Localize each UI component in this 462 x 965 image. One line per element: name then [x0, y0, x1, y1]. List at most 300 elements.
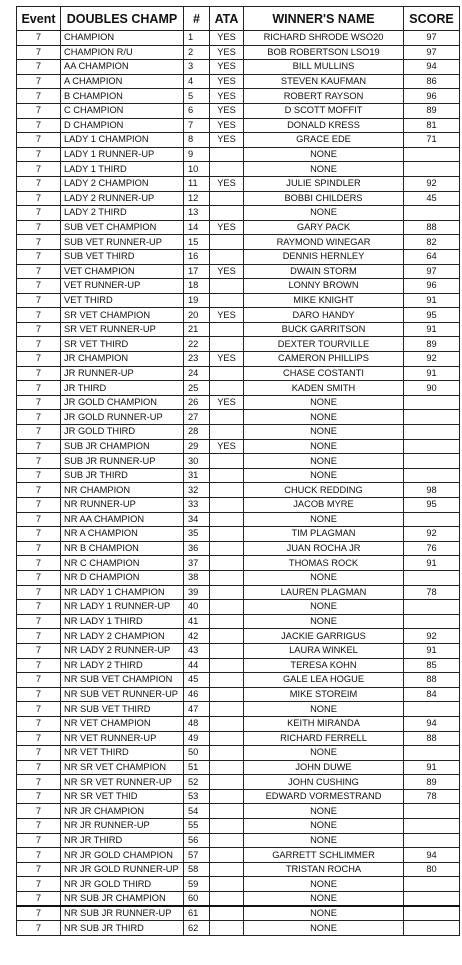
score-cell: 88 — [404, 673, 460, 688]
doubles-champ-cell: NR SR VET CHAMPION — [61, 760, 184, 775]
number-cell: 38 — [184, 570, 210, 585]
table-row — [17, 162, 460, 177]
number-cell: 25 — [184, 381, 210, 396]
ata-cell — [210, 614, 244, 629]
number-cell: 43 — [184, 643, 210, 658]
score-cell: 95 — [404, 498, 460, 513]
table-row — [17, 643, 460, 658]
ata-cell — [210, 454, 244, 469]
doubles-champ-cell: NR JR GOLD THIRD — [61, 877, 184, 892]
number-cell: 18 — [184, 279, 210, 294]
number-cell: 58 — [184, 862, 210, 877]
ata-cell — [210, 249, 244, 264]
score-cell: 92 — [404, 629, 460, 644]
table-row — [17, 147, 460, 162]
table-row — [17, 74, 460, 89]
doubles-champ-cell: NR LADY 2 CHAMPION — [61, 629, 184, 644]
number-cell: 8 — [184, 133, 210, 148]
number-cell: 29 — [184, 439, 210, 454]
event-cell: 7 — [17, 60, 61, 75]
number-cell: 37 — [184, 556, 210, 571]
event-cell: 7 — [17, 789, 61, 804]
ata-cell — [210, 279, 244, 294]
event-cell: 7 — [17, 570, 61, 585]
score-cell — [404, 600, 460, 615]
winner-name-cell: NONE — [244, 614, 404, 629]
winner-name-cell: NONE — [244, 570, 404, 585]
winner-name-cell: BOB ROBERTSON LSO19 — [244, 45, 404, 60]
ata-cell — [210, 600, 244, 615]
event-cell: 7 — [17, 249, 61, 264]
winner-name-cell: JACOB MYRE — [244, 498, 404, 513]
event-cell: 7 — [17, 162, 61, 177]
table-row — [17, 89, 460, 104]
event-cell: 7 — [17, 716, 61, 731]
winner-name-cell: ROBERT RAYSON — [244, 89, 404, 104]
table-row — [17, 206, 460, 221]
doubles-champ-cell: VET RUNNER-UP — [61, 279, 184, 294]
score-cell — [404, 570, 460, 585]
score-cell: 91 — [404, 293, 460, 308]
doubles-champ-cell: NR RUNNER-UP — [61, 498, 184, 513]
table-row — [17, 512, 460, 527]
ata-cell — [210, 760, 244, 775]
number-cell: 57 — [184, 848, 210, 863]
winner-name-cell: TIM PLAGMAN — [244, 527, 404, 542]
event-cell: 7 — [17, 614, 61, 629]
table-row — [17, 235, 460, 250]
score-cell: 76 — [404, 541, 460, 556]
number-cell: 22 — [184, 337, 210, 352]
event-cell: 7 — [17, 176, 61, 191]
score-cell: 91 — [404, 556, 460, 571]
number-cell: 11 — [184, 176, 210, 191]
header-row — [17, 7, 460, 31]
event-cell: 7 — [17, 220, 61, 235]
table-row — [17, 862, 460, 877]
winner-name-cell: DEXTER TOURVILLE — [244, 337, 404, 352]
doubles-champ-cell: NR SUB VET CHAMPION — [61, 673, 184, 688]
ata-cell — [210, 862, 244, 877]
score-cell: 64 — [404, 249, 460, 264]
score-cell: 89 — [404, 775, 460, 790]
event-cell: 7 — [17, 819, 61, 834]
table-row — [17, 585, 460, 600]
score-cell: 45 — [404, 191, 460, 206]
table-row — [17, 498, 460, 513]
doubles-champ-cell: NR SUB VET RUNNER-UP — [61, 687, 184, 702]
ata-cell — [210, 541, 244, 556]
doubles-champ-cell: NR JR GOLD RUNNER-UP — [61, 862, 184, 877]
event-cell: 7 — [17, 512, 61, 527]
score-cell — [404, 877, 460, 892]
doubles-champ-cell: NR B CHAMPION — [61, 541, 184, 556]
ata-cell: YES — [210, 103, 244, 118]
doubles-champ-cell: CHAMPION — [61, 31, 184, 46]
number-cell: 32 — [184, 483, 210, 498]
event-cell: 7 — [17, 395, 61, 410]
number-cell: 5 — [184, 89, 210, 104]
score-cell: 91 — [404, 760, 460, 775]
winner-name-cell: NONE — [244, 892, 404, 907]
score-cell — [404, 906, 460, 921]
event-cell: 7 — [17, 541, 61, 556]
number-cell: 39 — [184, 585, 210, 600]
event-cell: 7 — [17, 629, 61, 644]
ata-cell: YES — [210, 31, 244, 46]
number-cell: 61 — [184, 906, 210, 921]
number-cell: 17 — [184, 264, 210, 279]
event-cell: 7 — [17, 833, 61, 848]
table-row — [17, 249, 460, 264]
header-doubles-champ: DOUBLES CHAMP — [61, 7, 184, 31]
table-row — [17, 614, 460, 629]
winner-name-cell: NONE — [244, 147, 404, 162]
table-row — [17, 527, 460, 542]
doubles-champ-cell: NR VET RUNNER-UP — [61, 731, 184, 746]
event-cell: 7 — [17, 118, 61, 133]
score-cell — [404, 454, 460, 469]
event-cell: 7 — [17, 760, 61, 775]
doubles-champ-cell: SUB JR CHAMPION — [61, 439, 184, 454]
ata-cell — [210, 629, 244, 644]
ata-cell: YES — [210, 308, 244, 323]
doubles-champ-results-table — [16, 6, 460, 936]
table-row — [17, 103, 460, 118]
event-cell: 7 — [17, 235, 61, 250]
ata-cell — [210, 235, 244, 250]
number-cell: 1 — [184, 31, 210, 46]
winner-name-cell: DENNIS HERNLEY — [244, 249, 404, 264]
number-cell: 12 — [184, 191, 210, 206]
winner-name-cell: BILL MULLINS — [244, 60, 404, 75]
table-row — [17, 31, 460, 46]
number-cell: 26 — [184, 395, 210, 410]
doubles-champ-cell: SR VET THIRD — [61, 337, 184, 352]
ata-cell: YES — [210, 352, 244, 367]
winner-name-cell: LONNY BROWN — [244, 279, 404, 294]
number-cell: 9 — [184, 147, 210, 162]
score-cell — [404, 614, 460, 629]
number-cell: 31 — [184, 468, 210, 483]
winner-name-cell: NONE — [244, 395, 404, 410]
table-row — [17, 468, 460, 483]
table-row — [17, 366, 460, 381]
event-cell: 7 — [17, 585, 61, 600]
event-cell: 7 — [17, 643, 61, 658]
winner-name-cell: CAMERON PHILLIPS — [244, 352, 404, 367]
number-cell: 45 — [184, 673, 210, 688]
ata-cell — [210, 746, 244, 761]
event-cell: 7 — [17, 600, 61, 615]
number-cell: 55 — [184, 819, 210, 834]
winner-name-cell: DONALD KRESS — [244, 118, 404, 133]
ata-cell — [210, 162, 244, 177]
event-cell: 7 — [17, 147, 61, 162]
doubles-champ-cell: LADY 1 THIRD — [61, 162, 184, 177]
score-cell: 71 — [404, 133, 460, 148]
score-cell — [404, 162, 460, 177]
winner-name-cell: DARO HANDY — [244, 308, 404, 323]
table-row — [17, 556, 460, 571]
number-cell: 27 — [184, 410, 210, 425]
doubles-champ-cell: SR VET RUNNER-UP — [61, 322, 184, 337]
winner-name-cell: DWAIN STORM — [244, 264, 404, 279]
event-cell: 7 — [17, 381, 61, 396]
event-cell: 7 — [17, 906, 61, 921]
table-row — [17, 483, 460, 498]
ata-cell — [210, 191, 244, 206]
doubles-champ-cell: NR CHAMPION — [61, 483, 184, 498]
table-row — [17, 804, 460, 819]
table-row — [17, 716, 460, 731]
score-cell — [404, 819, 460, 834]
doubles-champ-cell: NR LADY 2 THIRD — [61, 658, 184, 673]
number-cell: 59 — [184, 877, 210, 892]
table-row — [17, 629, 460, 644]
table-row — [17, 775, 460, 790]
ata-cell — [210, 293, 244, 308]
winner-name-cell: RICHARD SHRODE WSO20 — [244, 31, 404, 46]
ata-cell — [210, 468, 244, 483]
number-cell: 19 — [184, 293, 210, 308]
number-cell: 62 — [184, 921, 210, 936]
ata-cell — [210, 206, 244, 221]
event-cell: 7 — [17, 775, 61, 790]
event-cell: 7 — [17, 366, 61, 381]
table-row — [17, 381, 460, 396]
doubles-champ-cell: NR JR CHAMPION — [61, 804, 184, 819]
number-cell: 4 — [184, 74, 210, 89]
number-cell: 3 — [184, 60, 210, 75]
event-cell: 7 — [17, 658, 61, 673]
winner-name-cell: JACKIE GARRIGUS — [244, 629, 404, 644]
ata-cell — [210, 147, 244, 162]
event-cell: 7 — [17, 31, 61, 46]
header-event: Event — [17, 7, 61, 31]
ata-cell — [210, 892, 244, 907]
doubles-champ-cell: NR D CHAMPION — [61, 570, 184, 585]
doubles-champ-cell: D CHAMPION — [61, 118, 184, 133]
winner-name-cell: STEVEN KAUFMAN — [244, 74, 404, 89]
ata-cell: YES — [210, 220, 244, 235]
score-cell: 96 — [404, 89, 460, 104]
score-cell: 91 — [404, 643, 460, 658]
score-cell: 81 — [404, 118, 460, 133]
doubles-champ-cell: NR LADY 2 RUNNER-UP — [61, 643, 184, 658]
score-cell: 91 — [404, 322, 460, 337]
winner-name-cell: GALE LEA HOGUE — [244, 673, 404, 688]
doubles-champ-cell: B CHAMPION — [61, 89, 184, 104]
winner-name-cell: NONE — [244, 425, 404, 440]
number-cell: 52 — [184, 775, 210, 790]
winner-name-cell: NONE — [244, 512, 404, 527]
number-cell: 6 — [184, 103, 210, 118]
winner-name-cell: NONE — [244, 833, 404, 848]
winner-name-cell: KADEN SMITH — [244, 381, 404, 396]
winner-name-cell: NONE — [244, 468, 404, 483]
ata-cell: YES — [210, 60, 244, 75]
score-cell: 86 — [404, 74, 460, 89]
winner-name-cell: LAURA WINKEL — [244, 643, 404, 658]
doubles-champ-cell: NR VET CHAMPION — [61, 716, 184, 731]
doubles-champ-cell: JR RUNNER-UP — [61, 366, 184, 381]
doubles-champ-cell: LADY 2 THIRD — [61, 206, 184, 221]
score-cell: 92 — [404, 352, 460, 367]
number-cell: 51 — [184, 760, 210, 775]
number-cell: 15 — [184, 235, 210, 250]
event-cell: 7 — [17, 191, 61, 206]
doubles-champ-cell: JR GOLD CHAMPION — [61, 395, 184, 410]
table-row — [17, 45, 460, 60]
event-cell: 7 — [17, 322, 61, 337]
winner-name-cell: NONE — [244, 877, 404, 892]
winner-name-cell: NONE — [244, 906, 404, 921]
score-cell: 92 — [404, 176, 460, 191]
table-row — [17, 322, 460, 337]
score-cell: 97 — [404, 31, 460, 46]
number-cell: 20 — [184, 308, 210, 323]
score-cell — [404, 921, 460, 936]
doubles-champ-cell: NR SUB VET THIRD — [61, 702, 184, 717]
winner-name-cell: KEITH MIRANDA — [244, 716, 404, 731]
score-cell: 90 — [404, 381, 460, 396]
doubles-champ-cell: CHAMPION R/U — [61, 45, 184, 60]
score-cell — [404, 410, 460, 425]
event-cell: 7 — [17, 892, 61, 907]
doubles-champ-cell: NR SUB JR CHAMPION — [61, 892, 184, 907]
number-cell: 40 — [184, 600, 210, 615]
score-cell — [404, 892, 460, 907]
number-cell: 36 — [184, 541, 210, 556]
number-cell: 30 — [184, 454, 210, 469]
table-row — [17, 673, 460, 688]
winner-name-cell: JOHN DUWE — [244, 760, 404, 775]
doubles-champ-cell: LADY 2 CHAMPION — [61, 176, 184, 191]
score-cell: 78 — [404, 789, 460, 804]
event-cell: 7 — [17, 454, 61, 469]
table-header — [17, 7, 460, 31]
score-cell: 88 — [404, 731, 460, 746]
doubles-champ-cell: AA CHAMPION — [61, 60, 184, 75]
winner-name-cell: LAUREN PLAGMAN — [244, 585, 404, 600]
event-cell: 7 — [17, 45, 61, 60]
ata-cell: YES — [210, 89, 244, 104]
number-cell: 56 — [184, 833, 210, 848]
number-cell: 7 — [184, 118, 210, 133]
doubles-champ-cell: LADY 1 CHAMPION — [61, 133, 184, 148]
score-cell: 89 — [404, 337, 460, 352]
ata-cell — [210, 804, 244, 819]
number-cell: 16 — [184, 249, 210, 264]
ata-cell — [210, 819, 244, 834]
table-row — [17, 760, 460, 775]
ata-cell — [210, 775, 244, 790]
table-row — [17, 352, 460, 367]
ata-cell: YES — [210, 118, 244, 133]
doubles-champ-cell: JR THIRD — [61, 381, 184, 396]
score-cell — [404, 206, 460, 221]
ata-cell: YES — [210, 45, 244, 60]
results-table-container — [16, 6, 460, 936]
event-cell: 7 — [17, 862, 61, 877]
number-cell: 53 — [184, 789, 210, 804]
winner-name-cell: NONE — [244, 454, 404, 469]
header-number: # — [184, 7, 210, 31]
ata-cell — [210, 512, 244, 527]
score-cell: 80 — [404, 862, 460, 877]
doubles-champ-cell: C CHAMPION — [61, 103, 184, 118]
number-cell: 60 — [184, 892, 210, 907]
number-cell: 48 — [184, 716, 210, 731]
doubles-champ-cell: JR CHAMPION — [61, 352, 184, 367]
doubles-champ-cell: JR GOLD THIRD — [61, 425, 184, 440]
event-cell: 7 — [17, 308, 61, 323]
ata-cell — [210, 527, 244, 542]
doubles-champ-cell: NR A CHAMPION — [61, 527, 184, 542]
doubles-champ-cell: SUB JR THIRD — [61, 468, 184, 483]
number-cell: 34 — [184, 512, 210, 527]
event-cell: 7 — [17, 921, 61, 936]
table-row — [17, 570, 460, 585]
event-cell: 7 — [17, 804, 61, 819]
event-cell: 7 — [17, 89, 61, 104]
event-cell: 7 — [17, 746, 61, 761]
doubles-champ-cell: SUB JR RUNNER-UP — [61, 454, 184, 469]
doubles-champ-cell: SUB VET THIRD — [61, 249, 184, 264]
score-cell — [404, 468, 460, 483]
table-row — [17, 848, 460, 863]
winner-name-cell: NONE — [244, 804, 404, 819]
doubles-champ-cell: NR LADY 1 THIRD — [61, 614, 184, 629]
score-cell: 95 — [404, 308, 460, 323]
score-cell: 96 — [404, 279, 460, 294]
doubles-champ-cell: SUB VET CHAMPION — [61, 220, 184, 235]
doubles-champ-cell: NR AA CHAMPION — [61, 512, 184, 527]
winner-name-cell: NONE — [244, 921, 404, 936]
doubles-champ-cell: SUB VET RUNNER-UP — [61, 235, 184, 250]
event-cell: 7 — [17, 702, 61, 717]
score-cell — [404, 746, 460, 761]
winner-name-cell: JOHN CUSHING — [244, 775, 404, 790]
winner-name-cell: GARY PACK — [244, 220, 404, 235]
table-row — [17, 293, 460, 308]
score-cell — [404, 439, 460, 454]
event-cell: 7 — [17, 498, 61, 513]
event-cell: 7 — [17, 264, 61, 279]
score-cell: 89 — [404, 103, 460, 118]
table-row — [17, 819, 460, 834]
number-cell: 2 — [184, 45, 210, 60]
event-cell: 7 — [17, 74, 61, 89]
ata-cell: YES — [210, 439, 244, 454]
number-cell: 14 — [184, 220, 210, 235]
ata-cell — [210, 643, 244, 658]
ata-cell — [210, 658, 244, 673]
number-cell: 35 — [184, 527, 210, 542]
number-cell: 13 — [184, 206, 210, 221]
number-cell: 10 — [184, 162, 210, 177]
score-cell: 82 — [404, 235, 460, 250]
event-cell: 7 — [17, 848, 61, 863]
table-row — [17, 731, 460, 746]
event-cell: 7 — [17, 293, 61, 308]
table-row — [17, 60, 460, 75]
table-row — [17, 220, 460, 235]
ata-cell: YES — [210, 395, 244, 410]
doubles-champ-cell: LADY 1 RUNNER-UP — [61, 147, 184, 162]
table-row — [17, 541, 460, 556]
